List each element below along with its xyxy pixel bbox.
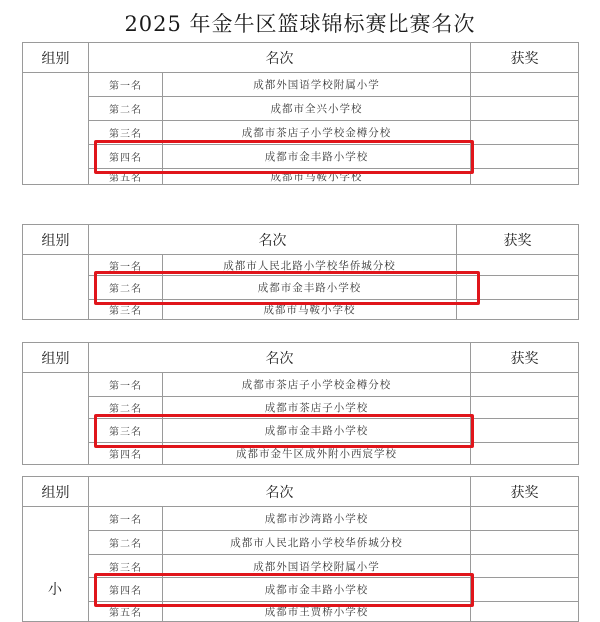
rank-cell: 第二名 [89,276,163,300]
school-cell: 成都市人民北路小学校华侨城分校 [163,531,471,555]
ranking-table [22,476,579,622]
award-cell [471,121,579,145]
table-row [23,602,579,622]
school-cell: 成都市茶店子小学校 [163,397,471,419]
header-award: 获奖 [471,343,579,373]
rank-cell: 第四名 [89,578,163,602]
table-row [23,443,579,465]
rank-cell: 第三名 [89,121,163,145]
table-row [23,169,579,185]
school-cell: 成都市人民北路小学校华侨城分校 [163,255,457,276]
school-cell: 成都市金丰路小学校 [163,276,457,300]
school-cell: 成都市茶店子小学校金樽分校 [163,121,471,145]
school-cell: 成都市沙湾路小学校 [163,507,471,531]
school-cell: 成都外国语学校附属小学 [163,73,471,97]
group-cell [23,255,89,320]
group-cell [23,373,89,465]
group-cell [23,73,89,185]
ranking-table [22,224,579,320]
rank-cell: 第五名 [89,169,163,185]
award-cell [471,443,579,465]
header-award: 获奖 [457,225,579,255]
school-cell: 成都市王贾桥小学校 [163,602,471,622]
group-cell: 小 [23,507,89,622]
table-row [23,373,579,397]
award-cell [471,419,579,443]
table-row [23,145,579,169]
table-row [23,531,579,555]
rank-cell: 第三名 [89,419,163,443]
award-cell [471,373,579,397]
header-award: 获奖 [471,477,579,507]
table-row [23,507,579,531]
award-cell [471,169,579,185]
school-cell: 成都市马鞍小学校 [163,300,457,320]
school-cell: 成都市全兴小学校 [163,97,471,121]
table-row [23,578,579,602]
school-cell: 成都市马鞍小学校 [163,169,471,185]
table-row [23,397,579,419]
award-cell [471,73,579,97]
rank-cell: 第二名 [89,531,163,555]
rank-cell: 第四名 [89,145,163,169]
table-row [23,73,579,97]
rank-cell: 第一名 [89,507,163,531]
award-cell [471,507,579,531]
rank-cell: 第二名 [89,97,163,121]
table-row [23,255,579,276]
ranking-table [22,342,579,465]
table-row [23,121,579,145]
header-group: 组别 [23,477,89,507]
award-cell [471,531,579,555]
header-rank: 名次 [89,477,471,507]
rank-cell: 第一名 [89,255,163,276]
rank-cell: 第二名 [89,397,163,419]
table-row [23,276,579,300]
school-cell: 成都市金丰路小学校 [163,578,471,602]
school-cell: 成都市金牛区成外附小西宸学校 [163,443,471,465]
header-group: 组别 [23,225,89,255]
header-group: 组别 [23,343,89,373]
rank-cell: 第一名 [89,373,163,397]
school-cell: 成都市茶店子小学校金樽分校 [163,373,471,397]
award-cell [471,578,579,602]
rank-cell: 第五名 [89,602,163,622]
school-cell: 成都外国语学校附属小学 [163,555,471,578]
rank-cell: 第一名 [89,73,163,97]
rank-cell: 第四名 [89,443,163,465]
award-cell [471,555,579,578]
table-row [23,300,579,320]
award-cell [457,255,579,276]
award-cell [471,602,579,622]
rank-cell: 第三名 [89,300,163,320]
school-cell: 成都市金丰路小学校 [163,419,471,443]
rank-cell: 第三名 [89,555,163,578]
header-rank: 名次 [89,225,457,255]
award-cell [471,97,579,121]
header-rank: 名次 [89,43,471,73]
table-row [23,97,579,121]
header-group: 组别 [23,43,89,73]
award-cell [457,276,579,300]
award-cell [471,397,579,419]
table-row [23,419,579,443]
ranking-table [22,42,579,185]
school-cell: 成都市金丰路小学校 [163,145,471,169]
award-cell [457,300,579,320]
page-title: 2025 年金牛区篮球锦标赛比赛名次 [124,12,476,36]
header-award: 获奖 [471,43,579,73]
award-cell [471,145,579,169]
header-rank: 名次 [89,343,471,373]
table-row [23,555,579,578]
